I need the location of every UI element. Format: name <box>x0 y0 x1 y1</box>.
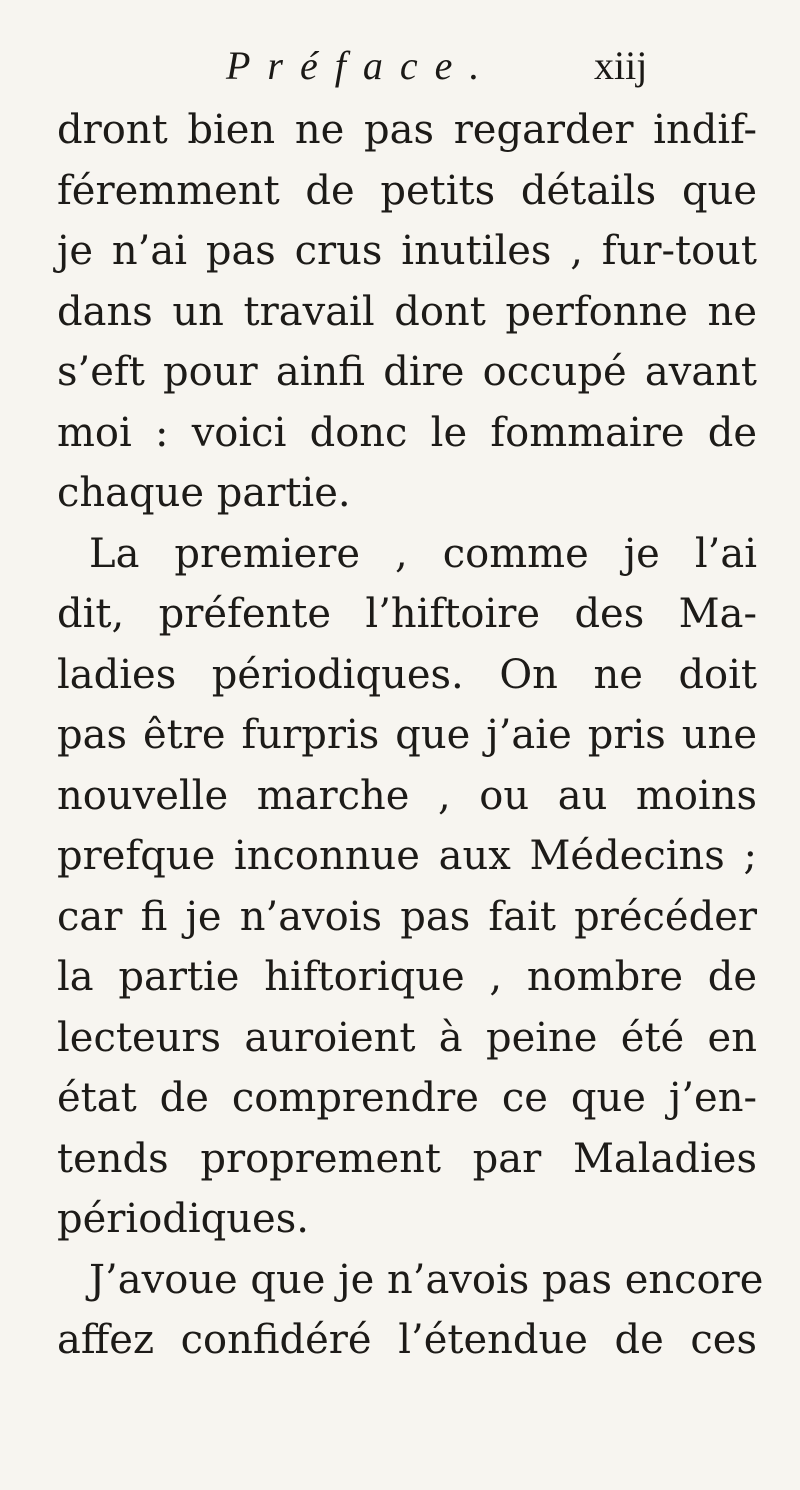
text-line: je n’ai pas crus inutiles , fur-tout <box>57 228 757 274</box>
text-line: périodiques. <box>57 1196 309 1242</box>
page-header <box>0 40 800 90</box>
text-line: dans un travail dont perfonne ne <box>57 288 757 335</box>
text-line: féremment de petits détails que <box>57 167 757 214</box>
body-text <box>57 100 764 1371</box>
text-line: affez confidéré l’étendue de ces <box>57 1317 757 1363</box>
text-line: prefque inconnue aux Médecins ; <box>57 833 757 879</box>
text-line: dit, préfente l’hiftoire des Ma- <box>57 591 757 637</box>
text-line: tends proprement par Maladies <box>57 1135 757 1182</box>
text-line: nouvelle marche , ou au moins <box>57 772 757 819</box>
paragraph-start-line: La premiere , comme je l’ai <box>89 530 757 577</box>
text-line: ladies périodiques. On ne doit <box>57 651 757 698</box>
text-line: état de comprendre ce que j’en- <box>57 1075 757 1121</box>
text-line: moi : voici donc le fommaire de <box>57 409 757 456</box>
page-number: xiij <box>594 43 648 88</box>
text-line: la partie hiftorique , nombre de <box>57 954 757 1000</box>
paragraph-start-line: J’avoue que je n’avois pas encore <box>89 1256 764 1303</box>
text-line: lecteurs auroient à peine été en <box>57 1014 757 1061</box>
text-line: dront bien ne pas regarder indif- <box>57 107 757 153</box>
text-line: car fi je n’avois pas fait précéder <box>57 893 757 940</box>
running-title: Préface. <box>226 43 497 88</box>
text-line: chaque partie. <box>57 470 351 516</box>
text-line: s’eft pour ainfi dire occupé avant <box>57 349 757 395</box>
text-line: pas être furpris que j’aie pris une <box>57 712 757 758</box>
